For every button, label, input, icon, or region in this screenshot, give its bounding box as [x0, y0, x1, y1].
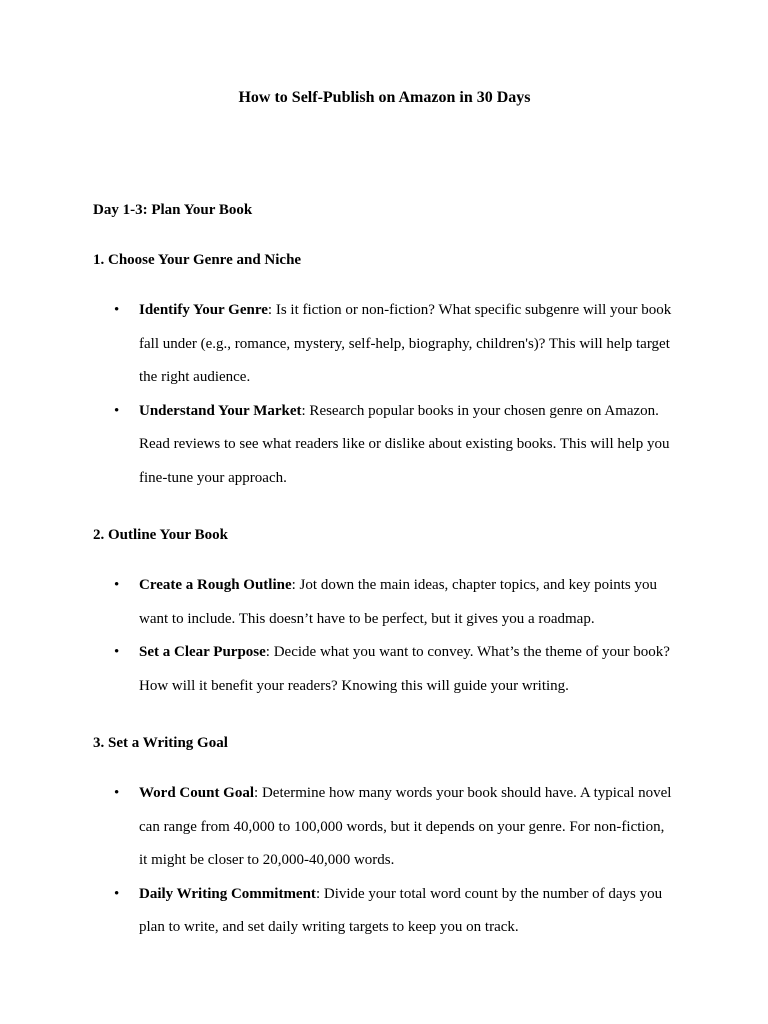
list-item: [93, 395, 676, 496]
bullet-list-writing-goal: [93, 777, 676, 945]
item-text: : Is it fiction or non-fiction? What specific subgenre will your book fall under (e.g., romance, mystery, self-help, biography, children's)? This will help target the right audience.: [139, 302, 672, 385]
day-heading: Day 1-3: Plan Your Book: [93, 202, 253, 218]
list-item: [93, 777, 676, 878]
item-text: : Jot down the main ideas, chapter topics, and key points you want to include. This doesn’t have to be perfect, but it gives you a roadmap.: [139, 577, 657, 627]
section-heading-outline: 2. Outline Your Book: [93, 527, 229, 543]
list-item: [93, 294, 676, 395]
list-item: [93, 569, 676, 636]
bullet-list-genre: [93, 294, 676, 495]
item-term: Create a Rough Outline: [139, 577, 292, 593]
section-heading-writing-goal: 3. Set a Writing Goal: [93, 735, 228, 751]
list-item: [93, 636, 676, 703]
document-title: How to Self-Publish on Amazon in 30 Days: [238, 89, 531, 106]
item-term: Understand Your Market: [139, 402, 302, 419]
bullet-icon: •: [114, 785, 120, 801]
item-term: Set a Clear Purpose: [139, 644, 266, 660]
bullet-icon: •: [114, 577, 120, 593]
bullet-icon: •: [114, 885, 120, 902]
item-text: : Research popular books in your chosen genre on Amazon. Read reviews to see what readers like or dislike about existing books. This will help you fine-tune your approach.: [139, 402, 670, 486]
list-item: [93, 878, 676, 945]
section-heading-genre: 1. Choose Your Genre and Niche: [93, 252, 302, 268]
bullet-icon: •: [114, 644, 120, 660]
item-text: : Determine how many words your book should have. A typical novel can range from 40,000 to 100,000 words, but it depends on your genre. For non-fiction, it might be closer to 20,000-40,000 words.: [139, 785, 672, 868]
item-text: : Decide what you want to convey. What’s the theme of your book? How will it benefit your readers? Knowing this will guide your writing.: [139, 644, 670, 694]
item-term: Identify Your Genre: [139, 302, 268, 318]
bullet-icon: •: [114, 302, 120, 318]
item-term: Word Count Goal: [139, 785, 255, 801]
item-term: Daily Writing Commitment: [139, 885, 316, 902]
bullet-list-outline: [93, 569, 676, 703]
item-text: : Divide your total word count by the number of days you plan to write, and set daily writing targets to keep you on track.: [139, 885, 663, 935]
bullet-icon: •: [114, 402, 120, 419]
